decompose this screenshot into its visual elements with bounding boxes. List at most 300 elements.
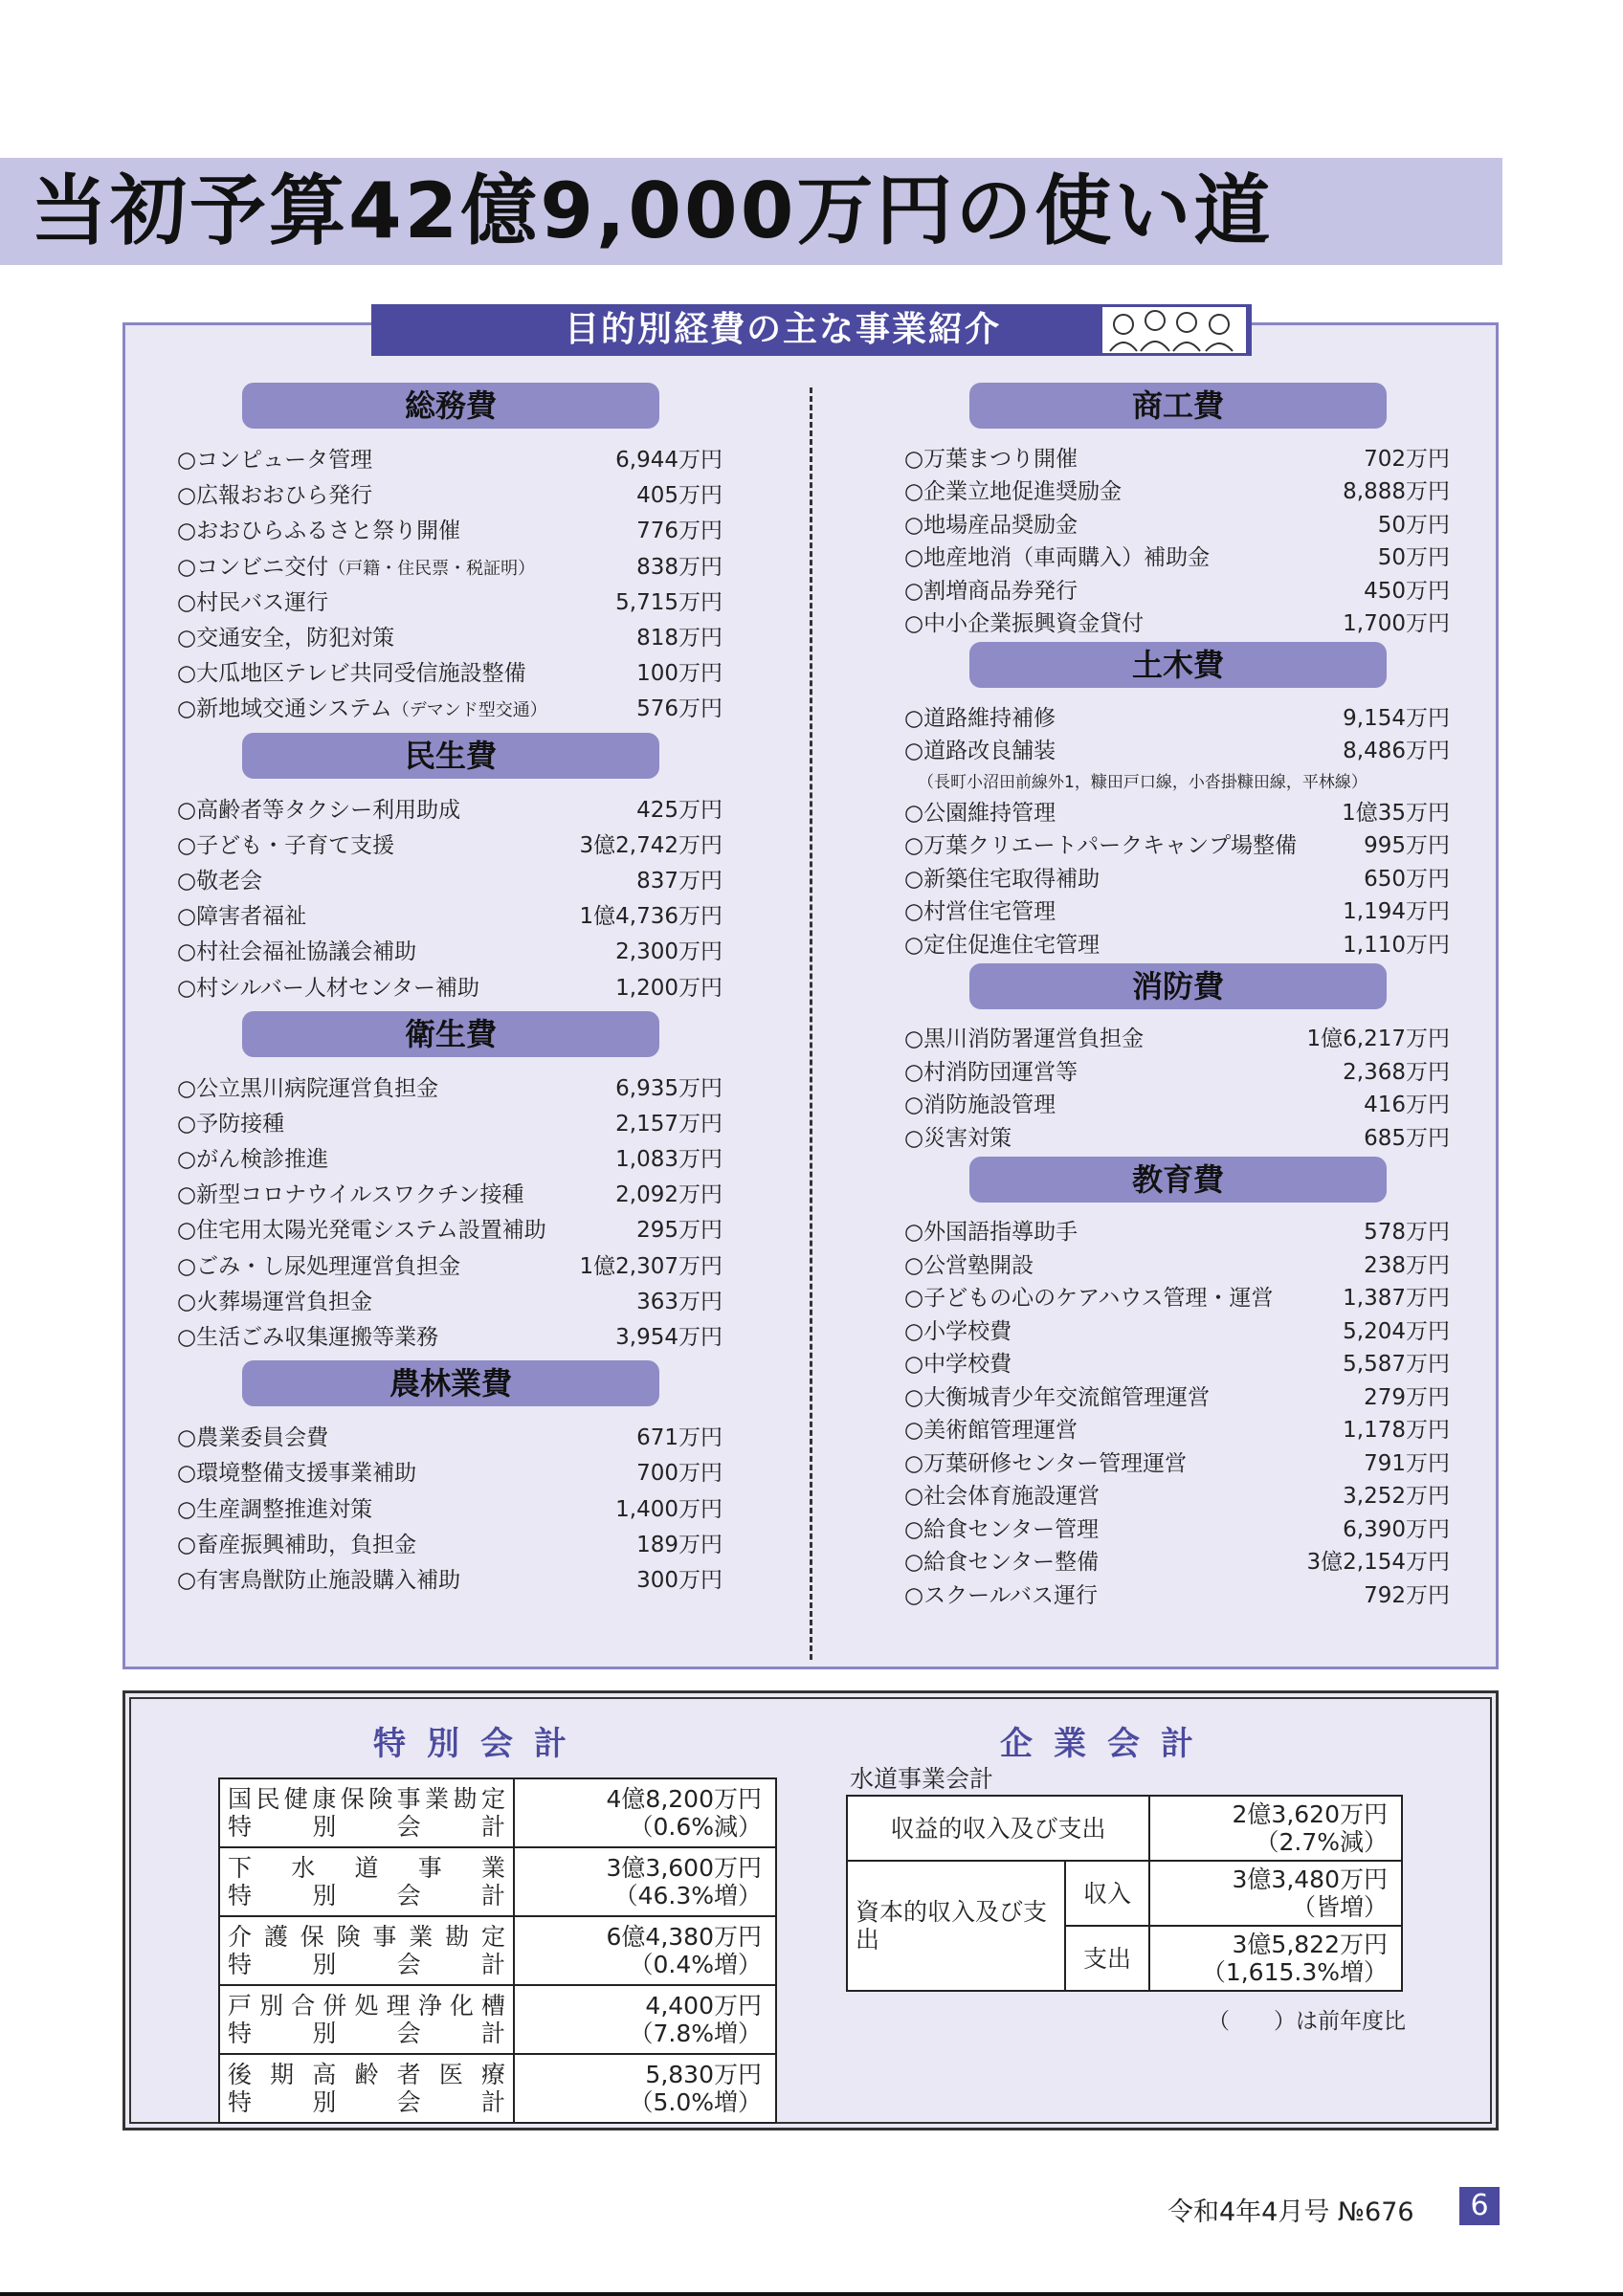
amount: 3億5,822万円 [1232, 1931, 1388, 1958]
row-label: 収益的収入及び支出 [890, 1814, 1106, 1843]
item-label: ○村民バス運行 [177, 589, 329, 615]
item-amount: 405万円 [636, 483, 723, 509]
list-item [904, 1053, 1450, 1087]
list-item [177, 1282, 723, 1317]
list-item [904, 765, 1450, 794]
list-item [904, 1021, 1450, 1054]
list-item [177, 440, 723, 475]
item-amount: 837万円 [636, 868, 723, 894]
list-item [904, 1214, 1450, 1247]
item-amount: 100万円 [636, 661, 723, 687]
item-amount: 2,300万円 [615, 939, 723, 965]
change: （7.8%増） [629, 2020, 762, 2047]
column-divider [810, 387, 812, 1660]
item-amount: 279万円 [1364, 1384, 1450, 1410]
item-amount: 6,944万円 [615, 448, 723, 474]
item-name [904, 606, 1144, 637]
item-amount: 3億2,742万円 [579, 832, 723, 858]
item-label: ○村消防団運営等 [904, 1059, 1078, 1085]
tokubetsu-title: 特別会計 [373, 1725, 588, 1763]
section-gap [177, 1004, 723, 1011]
item-label: ○畜産振興補助，負担金 [177, 1532, 417, 1557]
item-amount: 8,486万円 [1343, 739, 1450, 764]
item-label: ○新型コロナウイルスワクチン接種 [177, 1182, 524, 1208]
list-item [177, 583, 723, 618]
item-name [904, 1214, 1078, 1246]
account-name-line1: 下水道事業 [228, 1854, 505, 1882]
row-label: 資本的収入及び支出 [856, 1898, 1048, 1954]
list-item [177, 1247, 723, 1282]
account-name-line1: 国民健康保険事業勘定 [228, 1785, 505, 1813]
item-amount: 818万円 [636, 626, 723, 651]
left-column [177, 383, 723, 1596]
item-name [177, 898, 306, 930]
table-cell [514, 1916, 776, 1985]
item-name [177, 828, 394, 859]
list-item [904, 572, 1450, 606]
page-title: 当初予算42億9,000万円の使い道 [31, 166, 1274, 255]
list-item [177, 932, 723, 967]
list-item [904, 794, 1450, 828]
item-label: ○子ども・子育て支援 [177, 832, 395, 858]
item-name [904, 1247, 1034, 1279]
item-name [904, 1314, 1012, 1345]
item-name [177, 549, 535, 581]
item-name [904, 861, 1100, 893]
item-amount: 189万円 [636, 1532, 723, 1557]
list-item [904, 1379, 1450, 1412]
issue-label: 令和4年4月号 №676 [1167, 2197, 1414, 2227]
list-item [177, 475, 723, 511]
account-name-line2: 特別会計 [228, 1882, 505, 1910]
item-label: ○障害者福祉 [177, 904, 307, 930]
list-item [177, 896, 723, 932]
category-label: 教育費 [969, 1157, 1387, 1203]
people-illustration-icon [1102, 307, 1246, 353]
item-name [177, 934, 416, 965]
item-label: ○道路改良舗装 [904, 739, 1056, 764]
item-amount: 300万円 [636, 1567, 723, 1593]
item-amount: 3,252万円 [1343, 1484, 1450, 1510]
table-cell [219, 1916, 514, 1985]
item-label: ○広報おおひら発行 [177, 483, 373, 509]
amount: 4,400万円 [645, 1992, 762, 2020]
list-item [904, 1412, 1450, 1446]
item-label: ○村営住宅管理 [904, 899, 1056, 925]
item-name [177, 863, 262, 894]
item-label: ○地産地消（車両購入）補助金 [904, 545, 1211, 571]
account-name-line2: 特別会計 [228, 1813, 505, 1841]
item-name [177, 1248, 460, 1280]
item-name [177, 1141, 328, 1173]
item-label: ○子どもの心のケアハウス管理・運営 [904, 1286, 1274, 1312]
item-label: ○新地域交通システム [177, 696, 392, 722]
item-amount: 1,387万円 [1343, 1286, 1450, 1312]
item-name [904, 1120, 1012, 1152]
category-label: 土木費 [969, 642, 1387, 688]
list-item [904, 506, 1450, 540]
table-cell [1065, 1926, 1149, 1991]
item-note: （デマンド型交通） [391, 700, 547, 721]
table-cell [847, 1796, 1149, 1861]
item-amount: 9,154万円 [1343, 705, 1450, 731]
item-name [177, 1420, 328, 1451]
item-amount: 3,954万円 [615, 1325, 723, 1351]
item-amount: 1,700万円 [1343, 611, 1450, 637]
section-gap [904, 960, 1450, 963]
account-name-line1: 戸別合併処理浄化槽 [228, 1992, 505, 2020]
item-label: ○敬老会 [177, 868, 263, 894]
item-amount: 838万円 [636, 554, 723, 580]
item-name [177, 442, 372, 474]
item-name [904, 733, 1056, 764]
item-name [904, 507, 1078, 539]
item-amount: 2,092万円 [615, 1182, 723, 1208]
list-item [177, 653, 723, 689]
list-item [904, 474, 1450, 507]
list-item [177, 1210, 723, 1246]
item-amount: 50万円 [1377, 545, 1450, 571]
table-cell [1149, 1926, 1402, 1991]
table-cell [847, 1861, 1065, 1991]
panel-header [371, 304, 1252, 356]
item-amount: 700万円 [636, 1461, 723, 1487]
item-amount: 1億35万円 [1342, 800, 1450, 826]
account-name-line2: 特別会計 [228, 2020, 505, 2047]
item-label: ○中学校費 [904, 1352, 1012, 1378]
item-name [904, 1346, 1012, 1378]
item-label: ○美術館管理運営 [904, 1418, 1078, 1444]
item-name [904, 573, 1078, 605]
item-label: ○割増商品券発行 [904, 578, 1078, 604]
account-name-line1: 介護保険事業勘定 [228, 1923, 505, 1951]
item-label: ○中小企業振興資金貸付 [904, 611, 1145, 637]
item-label: ○定住促進住宅管理 [904, 932, 1101, 958]
item-label: ○小学校費 [904, 1318, 1012, 1344]
item-amount: 578万円 [1364, 1220, 1450, 1246]
kigyou-title: 企業会計 [1000, 1725, 1214, 1763]
item-label: ○給食センター管理 [904, 1516, 1100, 1542]
list-item [177, 967, 723, 1003]
panel-header-label: 目的別経費の主な事業紹介 [564, 310, 1001, 349]
item-name [904, 927, 1100, 959]
item-label: ○スクールバス運行 [904, 1582, 1098, 1608]
special-accounts-table [218, 1777, 777, 2124]
list-item [177, 790, 723, 826]
category-label: 農林業費 [242, 1360, 659, 1406]
sub-label: 収入 [1082, 1879, 1131, 1908]
item-amount: 671万円 [636, 1425, 723, 1451]
list-item [177, 1104, 723, 1139]
change: （46.3%増） [613, 1882, 762, 1910]
item-amount: 2,368万円 [1343, 1059, 1450, 1085]
item-label: ○生活ごみ収集運搬等業務 [177, 1325, 439, 1351]
item-label: ○火葬場運営負担金 [177, 1289, 373, 1314]
list-item [177, 689, 723, 724]
item-amount: 1億6,217万円 [1306, 1027, 1450, 1052]
list-item [177, 547, 723, 583]
item-label: ○公営塾開設 [904, 1252, 1034, 1278]
amount: 3億3,480万円 [1232, 1866, 1388, 1893]
list-item [177, 1317, 723, 1353]
account-name-line1: 後期高齢者医療 [228, 2061, 505, 2088]
table-cell [514, 1847, 776, 1916]
list-item [904, 1280, 1450, 1314]
table-cell [1065, 1861, 1149, 1926]
item-name [904, 1054, 1078, 1086]
change: （0.6%減） [629, 1813, 762, 1841]
list-item [177, 1418, 723, 1453]
item-name [177, 1212, 546, 1244]
table-cell [1149, 1861, 1402, 1926]
item-name [177, 1177, 524, 1208]
title-band [0, 158, 1502, 265]
item-amount: 416万円 [1364, 1093, 1450, 1118]
list-item [904, 1511, 1450, 1544]
list-item [904, 540, 1450, 573]
item-label: ○有害鳥獣防止施設購入補助 [177, 1567, 461, 1593]
item-name [177, 970, 479, 1002]
change: （2.7%減） [1255, 1828, 1388, 1856]
list-item [904, 733, 1450, 766]
item-amount: 702万円 [1364, 446, 1450, 472]
item-label: ○万葉まつり開催 [904, 446, 1078, 472]
item-name [904, 700, 1056, 732]
item-name [904, 1087, 1056, 1118]
amount: 4億8,200万円 [606, 1785, 762, 1813]
item-name [177, 691, 547, 722]
item-name [177, 1527, 416, 1558]
item-name [177, 1455, 416, 1487]
section-gap [904, 1153, 1450, 1157]
change: （皆増） [1291, 1893, 1388, 1921]
list-item [904, 828, 1450, 861]
item-amount: 5,204万円 [1343, 1318, 1450, 1344]
item-name [904, 828, 1297, 859]
item-label: ○社会体育施設運営 [904, 1484, 1101, 1510]
item-label: ○環境整備支援事業補助 [177, 1461, 417, 1487]
item-amount: 1,110万円 [1343, 932, 1450, 958]
item-name [177, 477, 372, 509]
item-label: ○公立黒川病院運営負担金 [177, 1075, 439, 1101]
item-name [904, 540, 1210, 571]
category-label: 衛生費 [242, 1011, 659, 1057]
item-label: ○消防施設管理 [904, 1093, 1056, 1118]
item-amount: 576万円 [636, 696, 723, 722]
item-name [904, 1280, 1274, 1312]
table-row [847, 1796, 1402, 1861]
list-item [904, 1313, 1450, 1346]
item-label: ○村シルバー人材センター補助 [177, 975, 479, 1001]
account-name-line2: 特別会計 [228, 1951, 505, 1978]
change: （1,615.3%増） [1201, 1958, 1388, 1986]
item-name [177, 1491, 372, 1523]
category-label: 消防費 [969, 963, 1387, 1009]
item-amount: 50万円 [1377, 512, 1450, 538]
table-cell [219, 1778, 514, 1847]
item-label: ○外国語指導助手 [904, 1220, 1078, 1246]
item-name [904, 1478, 1100, 1510]
item-amount: 1,200万円 [615, 975, 723, 1001]
item-label: ○ごみ・し尿処理運営負担金 [177, 1253, 461, 1279]
item-name [177, 585, 328, 616]
item-label: ○大瓜地区テレビ共同受信施設整備 [177, 661, 526, 687]
item-name [904, 1021, 1144, 1052]
item-amount: 5,587万円 [1343, 1352, 1450, 1378]
list-item [904, 1119, 1450, 1153]
item-name [177, 1071, 438, 1102]
list-item [177, 1069, 723, 1104]
item-amount: 238万円 [1364, 1252, 1450, 1278]
list-item [177, 1525, 723, 1560]
item-label: ○大衡城青少年交流館管理運営 [904, 1384, 1211, 1410]
item-label: ○高齢者等タクシー利用助成 [177, 797, 461, 823]
item-name [918, 768, 1367, 792]
list-item [177, 511, 723, 546]
item-label: ○がん検診推進 [177, 1147, 329, 1173]
item-amount: 425万円 [636, 797, 723, 823]
item-label: ○万葉研修センター管理運営 [904, 1450, 1188, 1476]
item-amount: 6,390万円 [1343, 1516, 1450, 1542]
item-amount: 5,715万円 [615, 589, 723, 615]
item-name [904, 1412, 1078, 1444]
item-label: ○村社会福祉協議会補助 [177, 939, 417, 965]
item-label: ○交通安全，防犯対策 [177, 626, 395, 651]
amount: 5,830万円 [645, 2061, 762, 2088]
item-label: ○予防接種 [177, 1111, 285, 1137]
table-row [219, 1985, 776, 2054]
item-label: ○コンビニ交付 [177, 554, 329, 580]
item-name [904, 1380, 1210, 1411]
table-row [219, 2054, 776, 2123]
right-column [904, 383, 1450, 1610]
water-account-label: 水道事業会計 [850, 1765, 994, 1793]
item-label: ○給食センター整備 [904, 1550, 1100, 1576]
category-label: 総務費 [242, 383, 659, 429]
list-item [904, 606, 1450, 639]
item-label: ○道路維持補修 [904, 705, 1056, 731]
list-item [177, 1139, 723, 1175]
item-note: （戸籍・住民票・税証明） [328, 558, 536, 579]
list-item [904, 1544, 1450, 1578]
item-name [904, 1544, 1099, 1576]
item-amount: 363万円 [636, 1289, 723, 1314]
item-amount: 3億2,154万円 [1306, 1550, 1450, 1576]
amount: 6億4,380万円 [606, 1923, 762, 1951]
item-name [177, 620, 394, 651]
list-item [177, 861, 723, 896]
list-item [904, 440, 1450, 474]
list-item [177, 1453, 723, 1489]
item-amount: 791万円 [1364, 1450, 1450, 1476]
item-amount: 1,178万円 [1343, 1418, 1450, 1444]
table-row [219, 1847, 776, 1916]
item-name [904, 795, 1056, 827]
list-item [904, 1478, 1450, 1512]
item-label: ○災害対策 [904, 1125, 1012, 1151]
item-amount: 1億2,307万円 [579, 1253, 723, 1279]
list-item [177, 1490, 723, 1525]
list-item [904, 699, 1450, 733]
item-label: ○地場産品奨励金 [904, 512, 1078, 538]
item-name [904, 474, 1122, 505]
item-label: ○生産調整推進対策 [177, 1496, 373, 1522]
item-label: （長町小沼田前線外1，糠田戸口線，小沓掛糠田線，平林線） [918, 772, 1367, 792]
amount: 3億3,600万円 [606, 1854, 762, 1882]
table-cell [514, 1778, 776, 1847]
table-cell [219, 1847, 514, 1916]
item-label: ○住宅用太陽光発電システム設置補助 [177, 1218, 546, 1244]
item-amount: 1,400万円 [615, 1496, 723, 1522]
item-label: ○黒川消防署運営負担金 [904, 1027, 1145, 1052]
item-name [177, 1106, 284, 1137]
list-item [177, 618, 723, 653]
item-name [904, 894, 1056, 925]
list-item [904, 894, 1450, 927]
list-item [904, 1445, 1450, 1478]
item-label: ○農業委員会費 [177, 1425, 329, 1451]
enterprise-accounts-table [846, 1795, 1403, 1992]
list-item [904, 1346, 1450, 1380]
item-name [177, 1284, 372, 1315]
item-name [904, 1512, 1099, 1543]
list-item [904, 1577, 1450, 1610]
item-label: ○万葉クリエートパークキャンプ場整備 [904, 833, 1298, 859]
table-row [219, 1778, 776, 1847]
category-label: 商工費 [969, 383, 1387, 429]
list-item [904, 1247, 1450, 1280]
item-amount: 685万円 [1364, 1125, 1450, 1151]
list-item [904, 1087, 1450, 1120]
item-amount: 1,083万円 [615, 1147, 723, 1173]
table-cell [219, 1985, 514, 2054]
item-amount: 792万円 [1364, 1582, 1450, 1608]
table-cell [219, 2054, 514, 2123]
list-item [904, 926, 1450, 960]
item-amount: 776万円 [636, 519, 723, 544]
item-amount: 6,935万円 [615, 1075, 723, 1101]
item-amount: 295万円 [636, 1218, 723, 1244]
item-name [177, 655, 526, 687]
table-row [219, 1916, 776, 1985]
item-label: ○新築住宅取得補助 [904, 866, 1101, 892]
list-item [177, 1560, 723, 1596]
list-item [177, 1175, 723, 1210]
change: （5.0%増） [629, 2088, 762, 2116]
page-number: 6 [1459, 2187, 1500, 2225]
item-amount: 650万円 [1364, 866, 1450, 892]
item-amount: 1,194万円 [1343, 899, 1450, 925]
item-label: ○おおひらふるさと祭り開催 [177, 519, 461, 544]
list-item [904, 860, 1450, 894]
item-name [177, 513, 460, 544]
section-gap [177, 1353, 723, 1360]
item-label: ○企業立地促進奨励金 [904, 479, 1123, 505]
item-amount: 995万円 [1364, 833, 1450, 859]
item-name [904, 441, 1078, 473]
bottom-rule [0, 2292, 1623, 2296]
table-cell [514, 1985, 776, 2054]
amount: 2億3,620万円 [1232, 1800, 1388, 1828]
item-name [904, 1446, 1187, 1477]
list-item [177, 826, 723, 861]
item-amount: 8,888万円 [1343, 479, 1450, 505]
category-label: 民生費 [242, 733, 659, 779]
table-cell [514, 2054, 776, 2123]
item-name [904, 1578, 1098, 1609]
item-name [177, 1562, 460, 1594]
section-gap [177, 725, 723, 733]
